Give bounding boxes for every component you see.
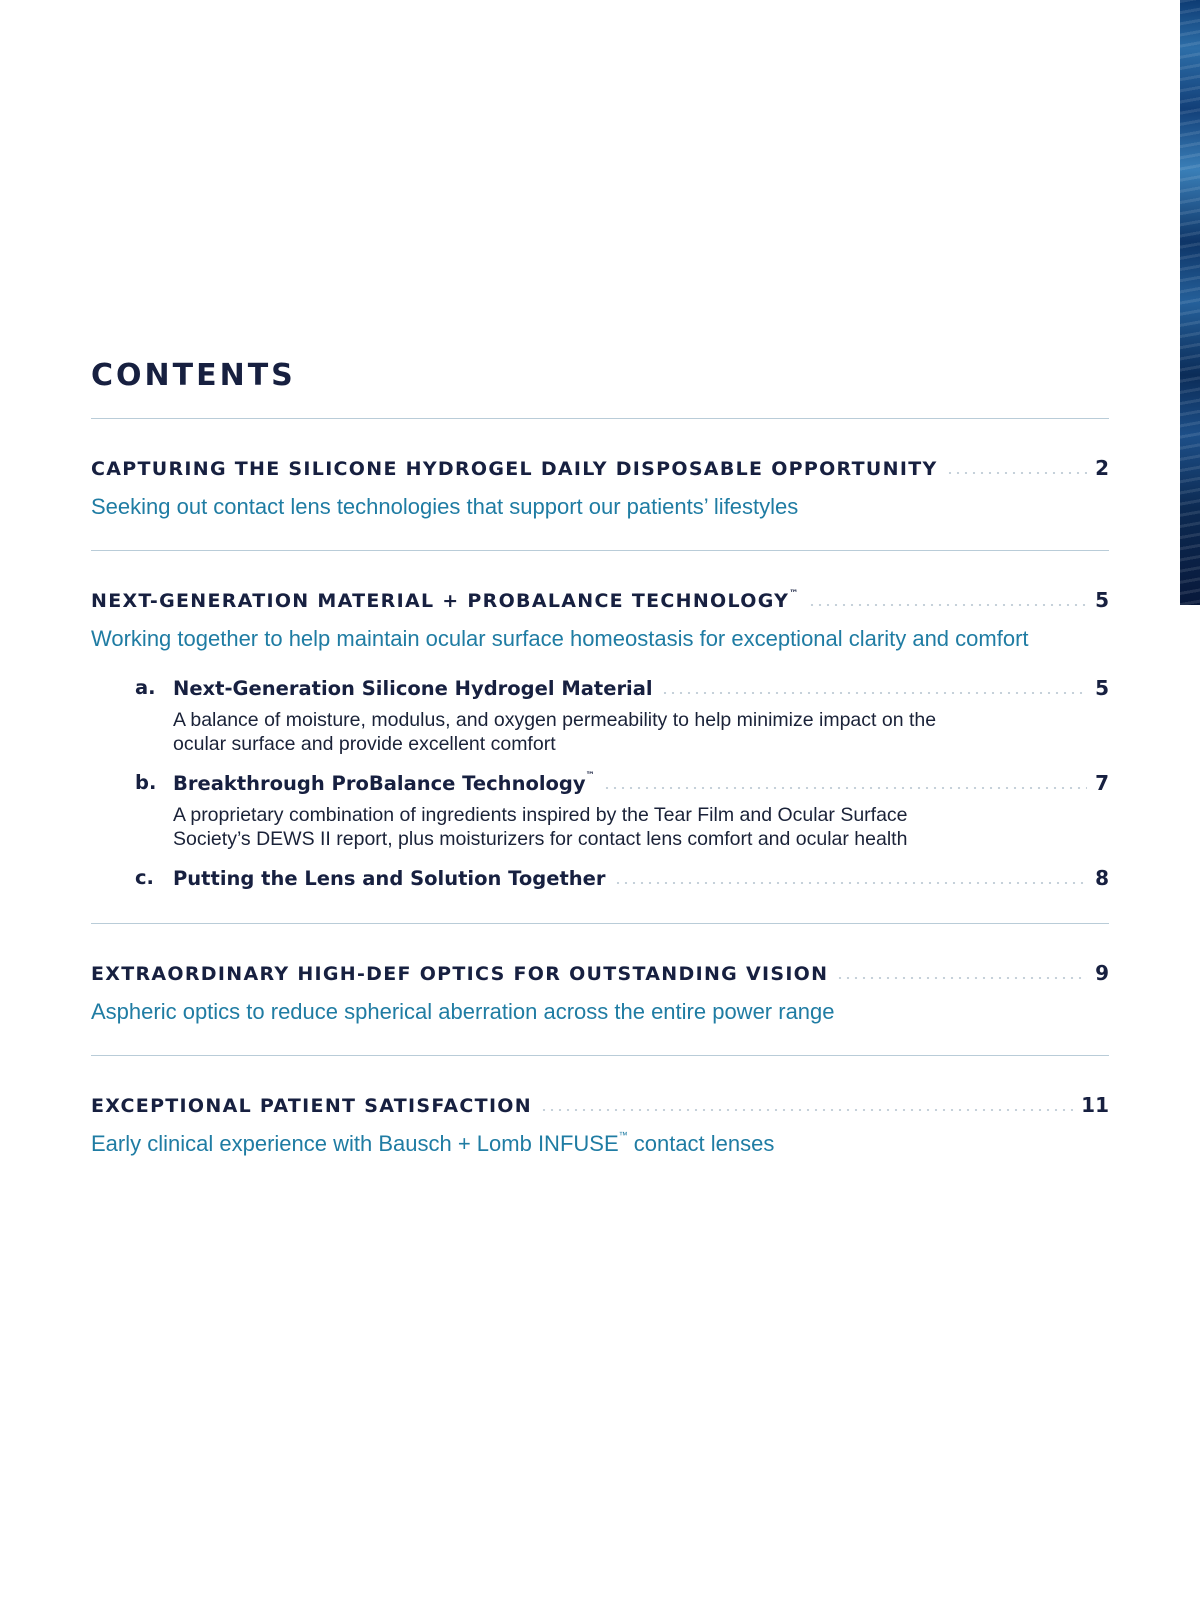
toc-section-title[interactable] [91,590,800,612]
subtitle-text: Early clinical experience with Bausch + Lomb INFUSE [91,1131,619,1156]
description-line: A balance of moisture, modulus, and oxygen permeability to help minimize impact on the [173,709,937,731]
toc-entry[interactable] [91,961,1109,985]
toc-subentry[interactable] [173,676,1109,700]
toc-subitem-b[interactable] [91,771,1109,851]
toc-section-satisfaction[interactable] [91,1093,1109,1157]
trademark-symbol: ™ [585,771,595,781]
section-divider [91,923,1109,924]
toc-entry[interactable] [91,588,1109,612]
subtitle-text: contact lenses [627,1131,775,1156]
toc-subentry[interactable] [173,771,1109,795]
toc-section-subtitle: Working together to help maintain ocular surface homeostasis for exceptional clarity and comfort [91,626,1029,651]
dot-leader [808,604,1088,606]
toc-section-title[interactable]: EXTRAORDINARY HIGH-DEF OPTICS FOR OUTSTANDING VISION [91,963,829,985]
dot-leader [946,472,1088,474]
toc-subitem-title[interactable]: Next-Generation Silicone Hydrogel Material [173,677,653,700]
subitem-letter: a. [135,676,156,699]
description-line: A proprietary combination of ingredients inspired by the Tear Film and Ocular Surface [173,804,908,826]
dot-leader [836,977,1087,979]
toc-section-title[interactable]: CAPTURING THE SILICONE HYDROGEL DAILY DISPOSABLE OPPORTUNITY [91,458,938,480]
toc-section-title-text: NEXT-GENERATION MATERIAL + PROBALANCE TECHNOLOGY [91,590,790,612]
toc-page-number[interactable]: 5 [1095,676,1109,700]
cover-image-edge [1180,0,1200,605]
toc-subitem-description [173,803,993,851]
toc-entry[interactable] [91,1093,1109,1117]
toc-subitem-title[interactable]: Putting the Lens and Solution Together [173,867,606,890]
trademark-symbol: ™ [789,589,800,599]
toc-subitem-c[interactable] [91,866,1109,890]
toc-entry[interactable] [91,456,1109,480]
toc-page-number[interactable]: 7 [1095,771,1109,795]
toc-page-number[interactable]: 2 [1095,456,1109,480]
toc-section-subtitle: Seeking out contact lens technologies that support our patients’ lifestyles [91,494,799,519]
subitem-letter: b. [135,771,157,794]
toc-subitem-description [173,708,993,756]
toc-subitem-title[interactable] [173,772,595,795]
toc-section-capturing[interactable] [91,456,1109,520]
toc-page-number[interactable]: 9 [1095,961,1109,985]
toc-page-number[interactable]: 11 [1081,1093,1109,1117]
trademark-symbol: ™ [618,1130,628,1140]
toc-section-subtitle [91,1131,1109,1157]
subitem-letter: c. [135,866,154,889]
description-line: ocular surface and provide excellent comfort [173,733,556,755]
toc-section-title[interactable]: EXCEPTIONAL PATIENT SATISFACTION [91,1095,532,1117]
toc-section-next-generation[interactable] [91,588,1109,890]
dot-leader [540,1109,1073,1111]
toc-subentry[interactable] [173,866,1109,890]
toc-subitem-a[interactable] [91,676,1109,756]
dot-leader [661,692,1087,694]
section-divider [91,418,1109,419]
toc-section-optics[interactable] [91,961,1109,1025]
dot-leader [603,787,1087,789]
contents-title: CONTENTS [91,358,296,393]
description-line: Society’s DEWS II report, plus moisturizers for contact lens comfort and ocular health [173,828,908,850]
dot-leader [614,882,1088,884]
section-divider [91,1055,1109,1056]
toc-section-subtitle: Aspheric optics to reduce spherical aberration across the entire power range [91,999,835,1024]
contents-page [91,352,1109,1157]
section-divider [91,550,1109,551]
toc-subitem-title-text: Breakthrough ProBalance Technology [173,772,586,795]
toc-page-number[interactable]: 8 [1095,866,1109,890]
toc-page-number[interactable]: 5 [1095,588,1109,612]
